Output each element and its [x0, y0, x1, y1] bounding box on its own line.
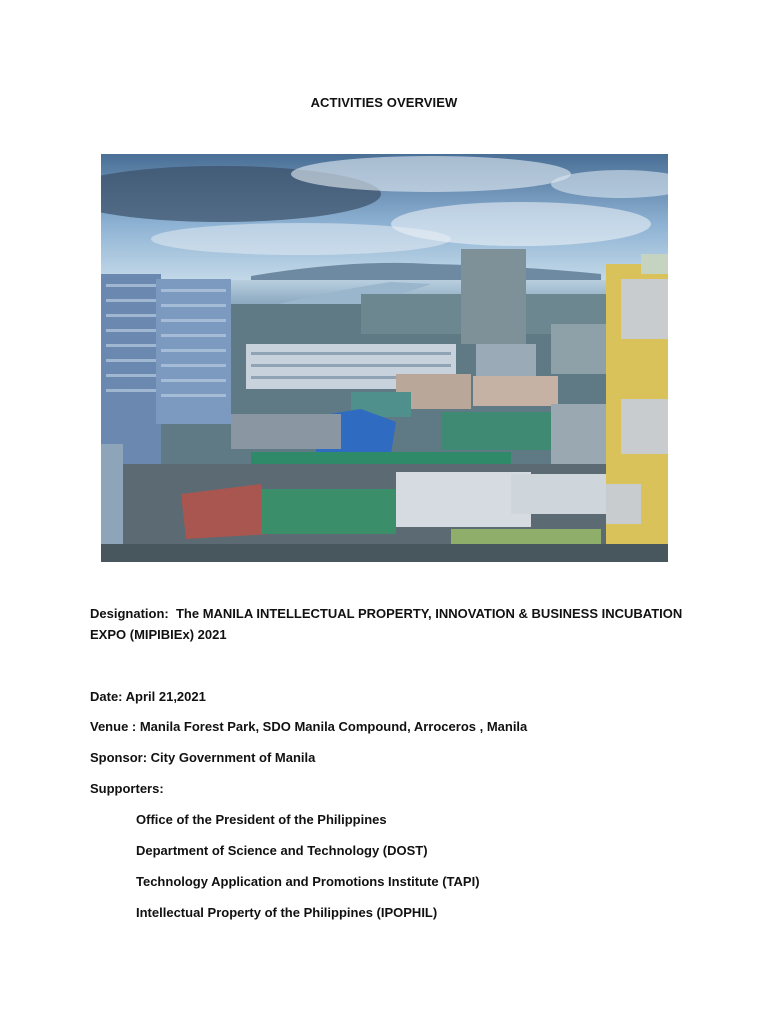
city-photo — [101, 154, 668, 562]
event-date: Date: April 21,2021 — [90, 689, 206, 704]
designation-value: The MANILA INTELLECTUAL PROPERTY, INNOVATION & BUSINESS INCUBATION EXPO (MIPIBIEx) 2021 — [90, 606, 683, 642]
supporter-item: Technology Application and Promotions Institute (TAPI) — [136, 874, 480, 889]
event-sponsor: Sponsor: City Government of Manila — [90, 750, 316, 765]
designation-label: Designation: — [90, 606, 169, 621]
supporters-label: Supporters: — [90, 781, 164, 796]
designation — [90, 603, 690, 645]
page-title: ACTIVITIES OVERVIEW — [310, 95, 458, 110]
supporter-item: Office of the President of the Philippines — [136, 812, 387, 827]
supporter-item: Department of Science and Technology (DOST) — [136, 843, 428, 858]
event-venue: Venue : Manila Forest Park, SDO Manila Compound, Arroceros , Manila — [90, 719, 528, 734]
supporter-item: Intellectual Property of the Philippines (IPOPHIL) — [136, 905, 438, 920]
